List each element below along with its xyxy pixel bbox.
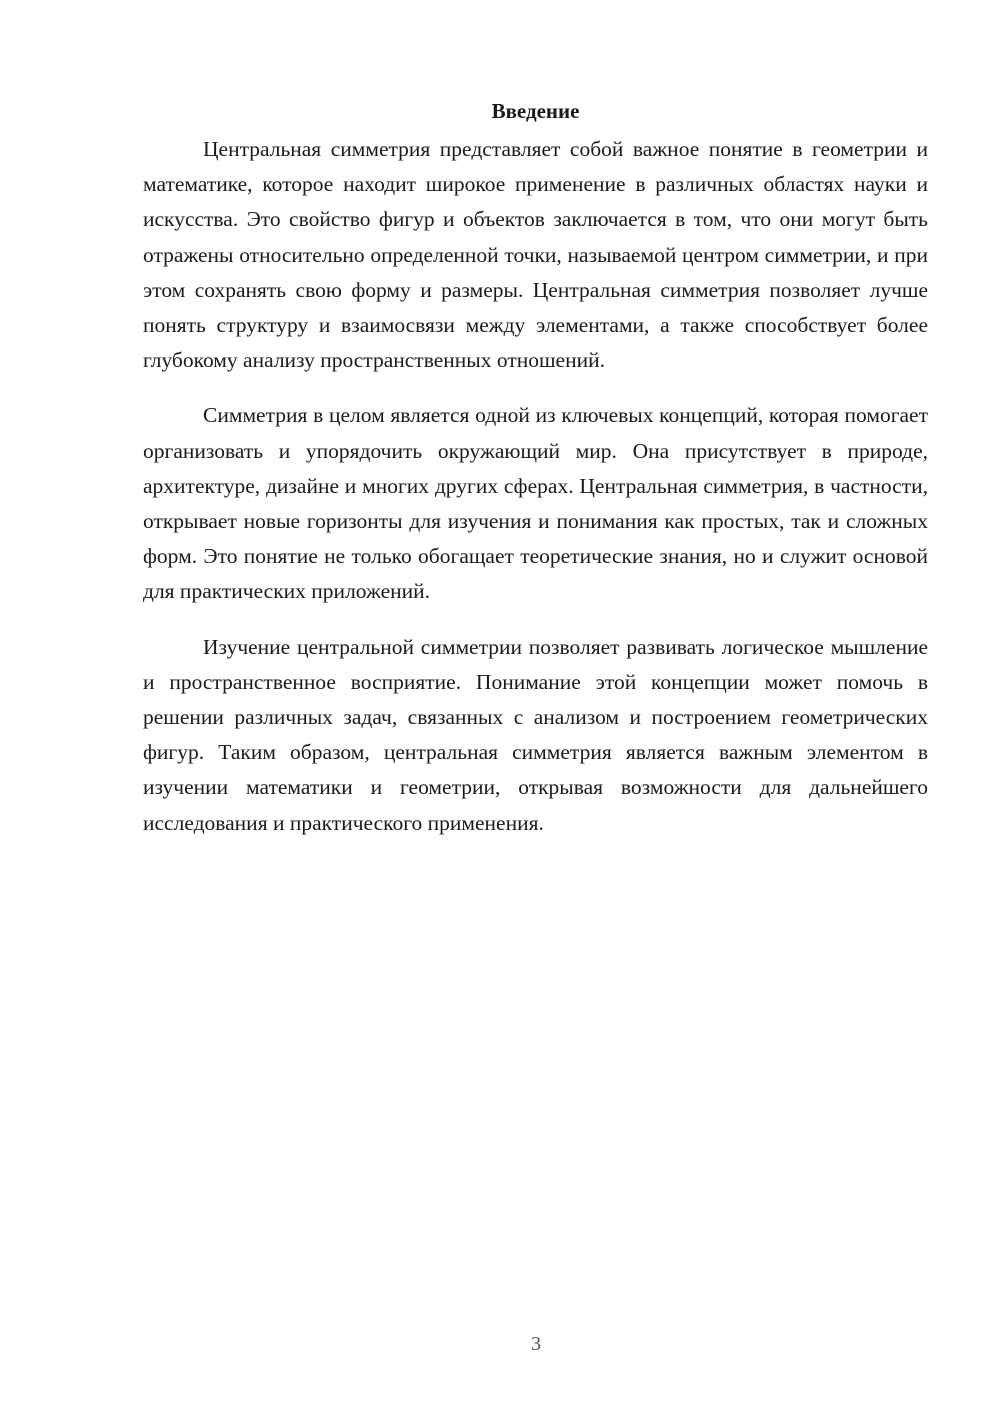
paragraph-3: Изучение центральной симметрии позволяет развивать логическое мышление и пространственное восприятие. Понимание этой концепции может помочь в решении различных задач, связанных с анализом и построением геометрических фигур. Таким образом, центральная симметрия является важным элементом в изучении математики и геометрии, открывая возможности для дальнейшего исследования и практического применения. — [143, 634, 928, 835]
paragraph-1: Центральная симметрия представляет собой важное понятие в геометрии и математике, которое находит широкое применение в различных областях науки и искусства. Это свойство фигур и объектов заключается в том, что они могут быть отражены относительно определенной точки, называемой центром симметрии, и при этом сохранять свою форму и размеры. Центральная симметрия позволяет лучше понять структуру и взаимосвязи между элементами, а также способствует более глубокому анализу пространственных отношений. — [143, 137, 928, 373]
page-number: 3 — [531, 1333, 541, 1355]
paragraph-2: Симметрия в целом является одной из ключевых концепций, которая помогает организовать и упорядочить окружающий мир. Она присутствует в природе, архитектуре, дизайне и многих других сферах. Центральная симметрия, в частности, открывает новые горизонты для изучения и понимания как простых, так и сложных форм. Это понятие не только обогащает теоретические знания, но и служит основой для практических приложений. — [143, 403, 928, 604]
section-title: Введение — [491, 99, 580, 123]
page-body — [143, 96, 928, 861]
